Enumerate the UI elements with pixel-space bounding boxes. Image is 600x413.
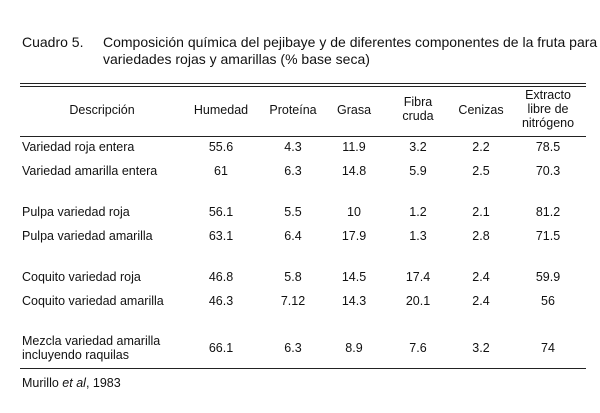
- row-5-grasa: 14.3: [341, 294, 367, 308]
- row-1-grasa: 14.8: [341, 164, 367, 178]
- table-top-rule-2: [20, 86, 586, 87]
- table-top-rule: [20, 83, 586, 84]
- header-extracto: [522, 88, 574, 130]
- row-6-cenizas: 3.2: [472, 341, 490, 355]
- source-year: , 1983: [85, 376, 121, 390]
- table-bottom-rule: [20, 368, 586, 369]
- row-4-descripcion: Coquito variedad roja: [22, 270, 141, 284]
- row-1-fibra: 5.9: [409, 164, 427, 178]
- header-extracto-line3: nitrógeno: [521, 116, 575, 130]
- row-5-fibra: 20.1: [405, 294, 431, 308]
- header-bottom-rule: [20, 136, 586, 137]
- row-0-fibra: 3.2: [409, 140, 427, 154]
- row-4-fibra: 17.4: [405, 270, 431, 284]
- row-6-grasa: 8.9: [345, 341, 363, 355]
- row-5-proteina: 7.12: [280, 294, 306, 308]
- row-1-extracto: 70.3: [535, 164, 561, 178]
- row-3-fibra: 1.3: [409, 229, 427, 243]
- row-6-proteina: 6.3: [284, 341, 302, 355]
- header-grasa: Grasa: [336, 103, 372, 117]
- row-3-cenizas: 2.8: [472, 229, 490, 243]
- row-1-descripcion: Variedad amarilla entera: [22, 164, 158, 178]
- header-descripcion: Descripción: [69, 103, 135, 117]
- row-0-descripcion: Variedad roja entera: [22, 140, 135, 154]
- row-4-proteina: 5.8: [284, 270, 302, 284]
- row-6-descripcion: Mezcla variedad amarilla incluyendo raquilas: [22, 334, 161, 362]
- row-3-descripcion: Pulpa variedad amarilla: [22, 229, 153, 243]
- row-6-humedad: 66.1: [208, 341, 234, 355]
- source-etal: et al: [62, 376, 86, 390]
- row-3-humedad: 63.1: [208, 229, 234, 243]
- row-3-grasa: 17.9: [341, 229, 367, 243]
- header-fibra: [402, 95, 433, 123]
- row-0-cenizas: 2.2: [472, 140, 490, 154]
- row-5-humedad: 46.3: [208, 294, 234, 308]
- row-0-humedad: 55.6: [208, 140, 234, 154]
- row-2-proteina: 5.5: [284, 205, 302, 219]
- source-author: Murillo: [22, 376, 63, 390]
- header-cenizas: Cenizas: [458, 103, 504, 117]
- header-proteina: Proteína: [269, 103, 317, 117]
- row-4-humedad: 46.8: [208, 270, 234, 284]
- row-1-proteina: 6.3: [284, 164, 302, 178]
- row-4-grasa: 14.5: [341, 270, 367, 284]
- row-2-fibra: 1.2: [409, 205, 427, 219]
- caption-label: Cuadro 5.: [22, 34, 84, 50]
- row-4-extracto: 59.9: [535, 270, 561, 284]
- row-5-extracto: 56: [541, 294, 555, 308]
- row-5-cenizas: 2.4: [472, 294, 490, 308]
- row-5-descripcion: Coquito variedad amarilla: [22, 294, 164, 308]
- row-4-cenizas: 2.4: [472, 270, 490, 284]
- header-humedad: Humedad: [193, 103, 249, 117]
- caption-text: Composición química del pejibaye y de diferentes componentes de la fruta para variedades rojas y amarillas (% base seca): [103, 34, 598, 67]
- row-2-cenizas: 2.1: [472, 205, 490, 219]
- row-2-descripcion: Pulpa variedad roja: [22, 205, 130, 219]
- source-citation: [22, 376, 121, 390]
- row-1-humedad: 61: [214, 164, 228, 178]
- row-2-extracto: 81.2: [535, 205, 561, 219]
- header-extracto-line2: libre de: [527, 102, 569, 116]
- header-fibra-line1: Fibra: [403, 95, 433, 109]
- row-3-extracto: 71.5: [535, 229, 561, 243]
- row-2-humedad: 56.1: [208, 205, 234, 219]
- row-6-extracto: 74: [541, 341, 555, 355]
- row-0-grasa: 11.9: [342, 140, 366, 154]
- row-0-extracto: 78.5: [535, 140, 561, 154]
- row-0-proteina: 4.3: [284, 140, 302, 154]
- header-extracto-line1: Extracto: [525, 88, 571, 102]
- header-fibra-line2: cruda: [402, 109, 434, 123]
- row-1-cenizas: 2.5: [472, 164, 490, 178]
- row-3-proteina: 6.4: [284, 229, 302, 243]
- row-2-grasa: 10: [347, 205, 361, 219]
- row-6-fibra: 7.6: [409, 341, 427, 355]
